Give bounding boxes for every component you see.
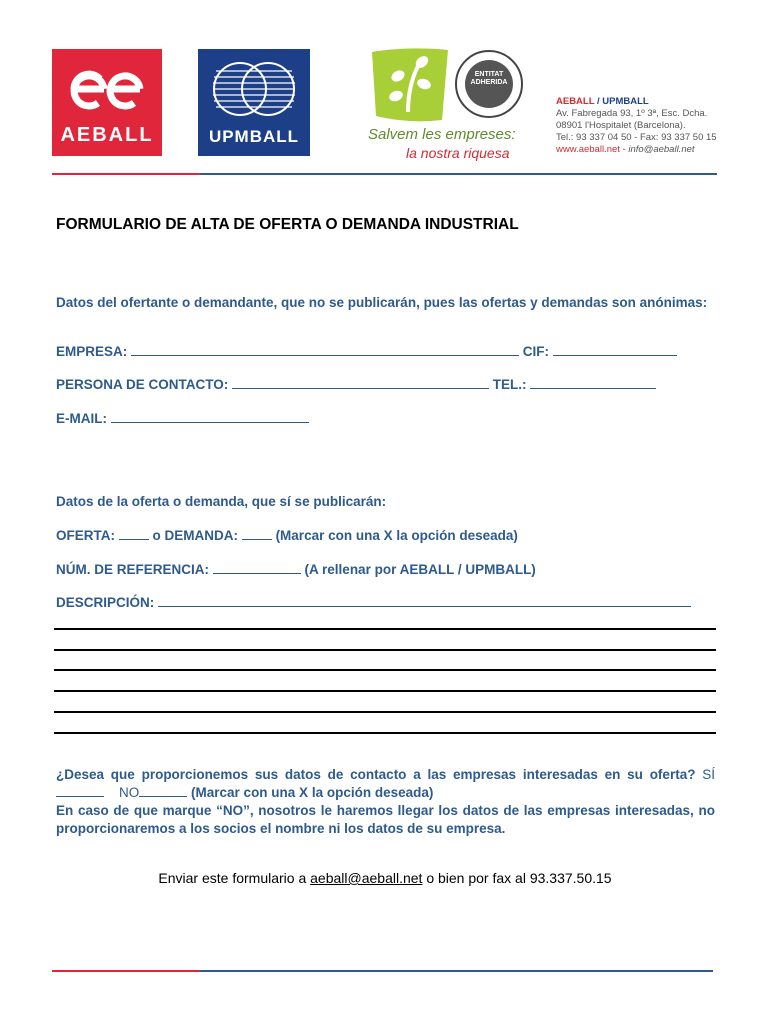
footer-divider-red — [52, 970, 200, 972]
descripcion-line[interactable] — [54, 711, 716, 713]
section-private-heading: Datos del ofertante o demandante, que no se publicarán, pues las ofertas y demandas son anónimas: — [56, 295, 708, 310]
descripcion-line[interactable] — [54, 732, 716, 734]
send-email-link[interactable]: aeball@aeball.net — [310, 870, 423, 886]
descripcion-field[interactable] — [158, 595, 691, 607]
cif-field[interactable] — [553, 344, 677, 356]
referencia-label: NÚM. DE REFERENCIA: — [56, 562, 210, 577]
oferta-label: OFERTA: — [56, 528, 115, 543]
email-row — [56, 411, 309, 426]
contacto-field[interactable] — [232, 377, 489, 389]
tel-label: TEL.: — [492, 377, 527, 392]
empresa-field[interactable] — [131, 344, 519, 356]
seal-badge-line-1: ENTITAT — [474, 71, 504, 78]
salvem-subtitle: la nostra riquesa — [406, 145, 510, 161]
demanda-label: o DEMANDA: — [152, 528, 239, 543]
address-org-1: AEBALL — [556, 96, 595, 107]
send-instructions — [0, 870, 770, 886]
sprout-flag-icon — [368, 46, 540, 126]
seal-badge — [466, 71, 512, 87]
upmball-logo-text: UPMBALL — [208, 127, 300, 146]
no-label: NO — [119, 785, 140, 800]
oferta-hint: (Marcar con una X la opción deseada) — [275, 528, 518, 543]
consent-note: En caso de que marque “NO”, nosotros le haremos llegar los datos de las empresas interesadas, no proporcionaremos a los socios el nombre ni los datos de su empresa. — [56, 803, 715, 836]
si-mark-field[interactable] — [56, 785, 104, 797]
no-mark-field[interactable] — [139, 785, 187, 797]
referencia-field[interactable] — [213, 562, 301, 574]
website-link[interactable]: www.aeball.net — [556, 144, 620, 155]
aeball-logo-text: AEBALL — [60, 124, 154, 146]
address-web — [556, 144, 717, 156]
tel-field[interactable] — [530, 377, 656, 389]
header-divider-blue — [200, 173, 717, 175]
section-public-heading: Datos de la oferta o demanda, que sí se publicarán: — [56, 494, 387, 509]
referencia-row — [56, 562, 536, 577]
contacto-row — [56, 377, 656, 392]
send-prefix: Enviar este formulario a — [158, 870, 307, 886]
descripcion-line[interactable] — [54, 690, 716, 692]
demanda-mark-field[interactable] — [242, 528, 272, 540]
salvem-logo — [368, 46, 540, 164]
header-divider-red — [52, 173, 200, 175]
consent-block — [56, 766, 715, 838]
descripcion-line[interactable] — [54, 628, 716, 630]
address-phones: Tel.: 93 337 04 50 - Fax: 93 337 50 15 — [556, 132, 717, 143]
address-org-2: UPMBALL — [602, 96, 649, 107]
form-title: FORMULARIO DE ALTA DE OFERTA O DEMANDA INDUSTRIAL — [56, 216, 519, 233]
aeball-logo — [52, 49, 162, 156]
upmball-logo — [198, 49, 310, 156]
email-label: E-MAIL: — [56, 411, 107, 426]
empresa-label: EMPRESA: — [56, 344, 128, 359]
address-org-separator: / — [597, 96, 600, 107]
address-email-link[interactable]: info@aeball.net — [628, 144, 695, 155]
aeball-emblem-icon — [52, 49, 162, 129]
salvem-title: Salvem les empreses: — [368, 126, 516, 143]
descripcion-label: DESCRIPCIÓN: — [56, 595, 155, 610]
address-org — [556, 96, 717, 108]
upmball-emblem-icon — [198, 49, 310, 129]
descripcion-row — [56, 595, 691, 610]
si-label: SÍ — [702, 767, 715, 782]
email-field[interactable] — [111, 411, 309, 423]
address-block — [556, 96, 717, 156]
footer-divider-blue — [200, 970, 713, 972]
consent-hint: (Marcar con una X la opción deseada) — [191, 785, 434, 800]
descripcion-line[interactable] — [54, 669, 716, 671]
send-suffix: o bien por fax al 93.337.50.15 — [426, 870, 612, 886]
cif-label: CIF: — [522, 344, 550, 359]
address-web-separator: - — [619, 144, 629, 155]
referencia-hint: (A rellenar por AEBALL / UPMBALL) — [304, 562, 536, 577]
empresa-row — [56, 344, 677, 359]
seal-badge-line-2: ADHERIDA — [470, 79, 508, 86]
address-city: 08901 l'Hospitalet (Barcelona). — [556, 120, 686, 131]
contacto-label: PERSONA DE CONTACTO: — [56, 377, 229, 392]
descripcion-line[interactable] — [54, 649, 716, 651]
consent-question: ¿Desea que proporcionemos sus datos de contacto a las empresas interesadas en su oferta? — [56, 767, 696, 782]
address-street: Av. Fabregada 93, 1º 3ª, Esc. Dcha. — [556, 108, 708, 119]
oferta-row — [56, 528, 518, 543]
oferta-mark-field[interactable] — [119, 528, 149, 540]
